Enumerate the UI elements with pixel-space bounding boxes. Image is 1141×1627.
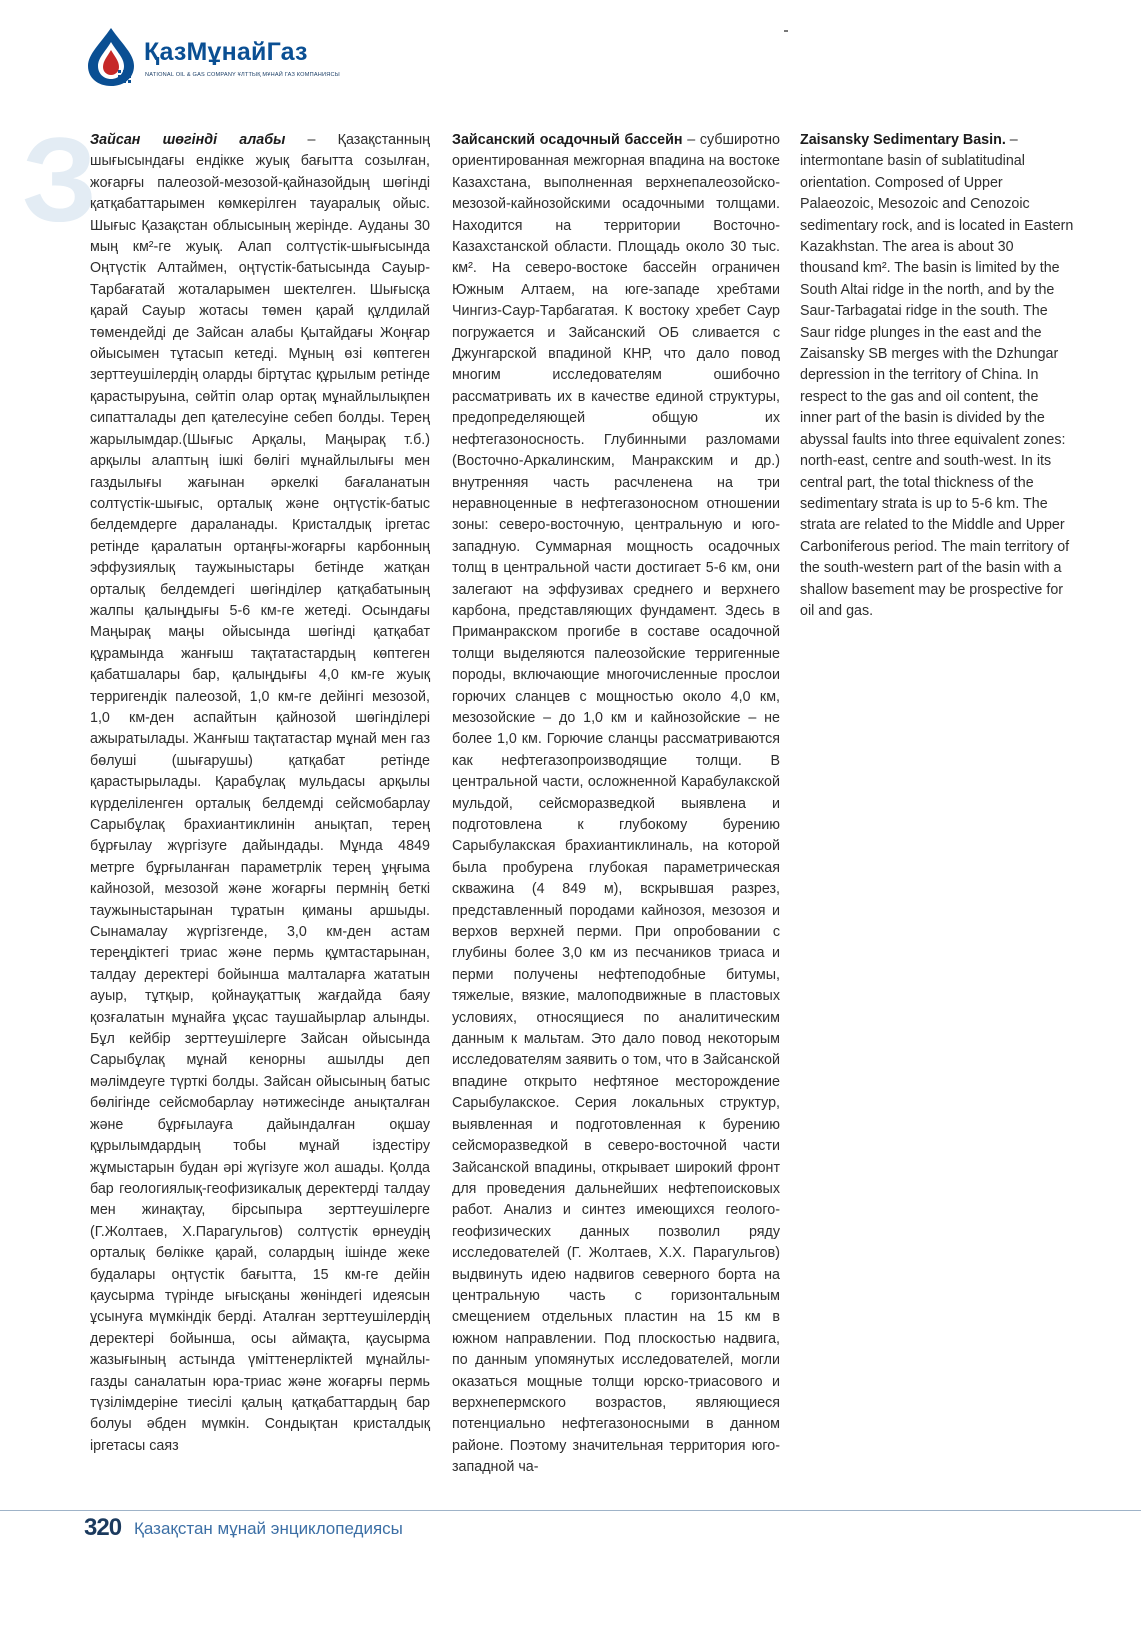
english-column <box>800 130 1074 622</box>
encyclopedia-title: Қазақстан мұнай энциклопедиясы <box>134 1519 403 1538</box>
russian-entry <box>452 130 780 1479</box>
kmg-logo <box>80 26 380 90</box>
russian-body: – субширотно ориентированная межгорная впадина на востоке Казахстана, выполненная верхнепалеозойско-мезозой-кайнозойскими осадочными толщами. Находится на территории Восточно-Казахстанской области. Площадь около 30 тыс. км². На северо-востоке бассейн ограничен Южным Алтаем, на юге-западе хребтами Чингиз-Саур-Тарбагатая. К востоку хребет Саур погружается и Зайсанский ОБ сливается с Джунгарской впадиной КНР, что дало повод многим исследователям ошибочно рассматривать их в качестве единой структуры, предопределяющей общую их нефтегазоносность. Глубинными разломами (Восточно-Аркалинским, Манракским и др.) внутренняя часть расчленена на три неравноценные в нефтегазоносном отношении зоны: северо-восточную, центральную и юго-западную. Суммарная мощность осадочных толщ в центральной части достигает 5-6 км, они залегают на эффузивах среднего и верхнего карбона, представляющих фундамент. Здесь в Приманракском прогибе в составе осадочной толщи выделяются палеозойские терригенные породы, включающие многочисленные прослои горючих сланцев с мощностью около 4,0 км, мезозойские – до 1,0 км и кайнозойские – не более 1,0 км. Горючие сланцы рассматриваются как нефтегазопроизводящие толщи. В центральной части, осложненной Карабулакской мульдой, сейсморазведкой выявлена и подготовлена к глубокому бурению Сарыбулакская брахиантиклиналь, на которой была пробурена глубокая параметрическая скважина (4 849 м), вскрывшая разрез, представленный породами кайнозоя, мезозоя и верхов верхней перми. При опробовании с глубины более 3,0 км из песчаников триаса и перми получены нефтеподобные битумы, тяжелые, вязкие, малоподвижные в пластовых условиях, относящиеся по аналитическим данным к мальтам. Это дало повод некоторым исследователям заявить о том, что в Зайсанской впадине открыто нефтяное месторождение Сарыбулакское. Серия локальных структур, выявленная и подготовленная к бурению сейсморазведкой в северо-восточной части Зайсанской впадины, открывает широкий фронт для проведения дальнейших нефтепоисковых работ. Анализ и синтез имеющихся геолого-геофизических данных позволил ряду исследователей (Г. Жолтаев, Х.Х. Парагульгов) выдвинуть идею надвигов северного борта на центральную часть с горизонтальным смещением отдельных пластин на 15 км в южном направлении. Под плоскостью надвига, по данным упомянутых исследователей, могли оказаться мощные толщи юрско-триасового и верхнепермского возрастов, являющиеся потенциально нефтегазоносными в данном районе. Поэтому значительная территория юго-западной ча- <box>452 132 780 1476</box>
section-letter-watermark: З <box>22 113 98 247</box>
kazakh-term: Зайсан шөгінді алабы <box>90 132 286 148</box>
russian-term: Зайсанский осадочный бассейн <box>452 132 683 148</box>
english-entry <box>800 130 1074 622</box>
print-mark <box>784 30 788 32</box>
kazakh-entry <box>90 130 430 1457</box>
article-columns <box>90 130 1120 1510</box>
logo-wordmark: ҚазМұнайГаз <box>144 38 308 66</box>
logo-subtitle: NATIONAL OIL & GAS COMPANY ҰЛТТЫҚ МҰНАЙ ГАЗ КОМПАНИЯСЫ <box>145 72 340 78</box>
page-number: 320 <box>84 1514 122 1541</box>
russian-column <box>452 130 780 1479</box>
drop-flame-icon <box>80 26 142 88</box>
english-body: – intermontane basin of sublatitudinal orientation. Composed of Upper Palaeozoic, Mesozoic and Cenozoic sedimentary rock, and is located in Eastern Kazakhstan. The area is about 30 thousand km². The basin is limited by the South Altai ridge in the north, and by the Saur-Tarbagatai ridge in the south. The Saur ridge plunges in the east and the Zaisansky SB merges with the Dzhungar depression in the territory of China. In respect to the gas and oil content, the inner part of the basin is divided by the abyssal faults into three equivalent zones: north-east, centre and south-west. In its central part, the total thickness of the sedimentary strata is up to 5-6 km. The strata are related to the Middle and Upper Carboniferous period. The main territory of the south-western part of the basin with a shallow basement may be prospective for oil and gas. <box>800 132 1074 619</box>
footer-divider <box>0 1510 1141 1511</box>
kazakh-column <box>90 130 430 1457</box>
kazakh-body: – Қазақстанның шығысындағы ендікке жуық бағытта созылған, жоғарғы палеозой-мезозой-қайназойдың шөгінді қатқабаттарымен көмкерілген тауаралық ойыс. Шығыс Қазақстан облысының жерінде. Ауданы 30 мың км²-ге жуық. Алап солтүстік-шығысында Оңтүстік Алтаймен, оңтүстік-батысында Сауыр-Тарбағатай жоталарымен шектелген. Шығысқа қарай Сауыр жотасы төмен қарай құлдилай төмендейді де Зайсан алабы Қытайдағы Жоңғар ойысымен тұтасып кетеді. Мұның өзі көптеген зерттеушілердің оларды біртұтас құрылым ретінде қарастыруына, сөйтіп олар ортақ мұнайлылықпен сипатталады деп қателесуіне себеп болды. Терең жарылымдар.(Шығыс Арқалы, Маңырақ т.б.) арқылы алаптың ішкі бөлігі мұнайлылығы мен газдылығы жағынан әркелкі бағаланатын солтүстік-шығыс, орталық және оңтүстік-батыс белдемдерге дараланады. Кристалдық іргетас ретінде қаралатын ортаңғы-жоғарғы карбонның эффузиялық таужыныстары бетінде жатқан орталық белдемдегі шөгінділер қатқабатының жалпы қалыңдығы 5-6 км-ге жетеді. Осындағы Маңырақ маңы ойысында шөгінді қатқабат құрамында жанғыш тақтатастардың көптеген қабатшалары бар, қалыңдығы 4,0 км-ге жуық терригендік палеозой, 1,0 км-ге дейінгі мезозой, 1,0 км-ден аспайтын қайнозой шөгінділері ажыратылады. Жанғыш тақтатастар мұнай мен газ бөлуші (шығарушы) қатқабат ретінде қарастырылады. Қарабұлақ мульдасы арқылы күрделіленген орталық белдемді сейсмобарлау Сарыбұлақ брахиантиклинін анықтап, терең бұрғылау жүргізуге дайындады. Мұнда 4849 метрге бұрғыланған параметрлік терең ұңғыма кайнозой, мезозой және жоғарғы пермнің беткі таужыныстарынан тұратын қиманы аршыды. Сынамалау жүргізгенде, 3,0 км-ден астам тереңдіктегі триас және пермь құмтастарынан, талдау деректері бойынша малталарға жататын ауыр, тұтқыр, қойнауқаттық жағдайда баяу қозғалатын мұнайға ұқсас таушайырлар алынды. Бұл кейбір зерттеушілерге Зайсан ойысында Сарыбұлақ мұнай кенорны ашылды деп мәлімдеуге түрткі болды. Зайсан ойысының батыс бөлігінде сейсмобарлау нәтижесінде анықталған және бұрғылауға дайындалған оқшау құрылымдардың тобы мұнай іздестіру жұмыстарын будан әрі жүгізуге жол ашады. Қолда бар геологиялық-геофизикалық деректерді талдау мен жинақтау, бірсыпыра зерттеушілерге (Г.Жолтаев, Х.Парагульгов) солтүстік өрнеудің орталық бөлікке қарай, солардың ішінде жеке будалары оңтүстік бағытта, 15 км-ге дейін қаусырма түрінде ығысқаны жөніндегі идеясын ұсынуға мүмкіндік берді. Аталған зерттеушілердің деректері бойынша, осы аймақта, қаусырма жазығының астында үміттенерліктей мұнайлы-газды саналатын юра-триас және жоғарғы пермь түзілімдеріне тиесілі қалың қатқабаттардың бар болуы әбден мүмкін. Сондықтан кристалдық іргетасы саяз <box>90 132 430 1454</box>
english-term: Zaisansky Sedimentary Basin. <box>800 132 1006 148</box>
